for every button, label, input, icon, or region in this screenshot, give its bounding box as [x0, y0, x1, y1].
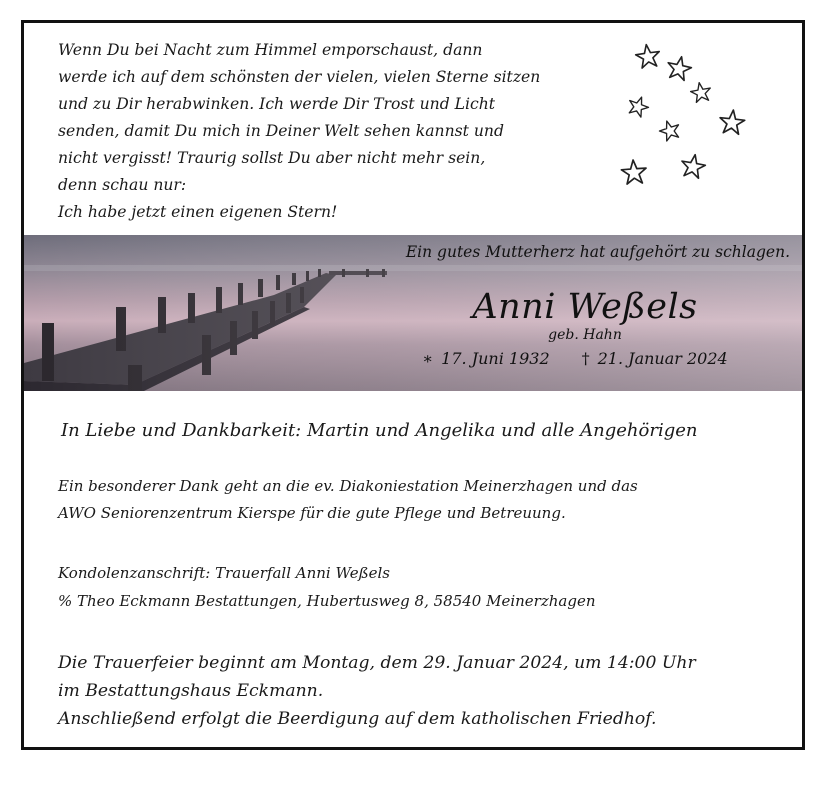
birth-name: geb. Hahn [548, 327, 622, 343]
condolence-address: Kondolenzanschrift: Trauerfall Anni Weßels % Theo Eckmann Bestattungen, Hubertusweg 8, 58540 Meinerzhagen [58, 564, 596, 610]
funeral-details: Die Trauerfeier beginnt am Montag, dem 29. Januar 2024, um 14:00 Uhr im Bestattungshaus Eckmann. Anschließend erfolgt die Beerdigung auf dem katholischen Friedhof. [58, 653, 696, 729]
star-outline-icon [621, 159, 647, 184]
lake-jetty-banner [24, 235, 805, 391]
died-symbol: † [581, 349, 590, 368]
star-outline-icon [657, 118, 682, 142]
star-outline-icon [626, 94, 651, 119]
life-dates [360, 349, 790, 368]
born-date: 17. Juni 1932 [441, 349, 550, 368]
born-symbol: ∗ [422, 349, 434, 368]
star-outline-icon [719, 109, 746, 135]
star-outline-icon [635, 43, 662, 69]
obituary-notice [21, 20, 805, 750]
star-outline-icon [689, 81, 712, 103]
died-date: 21. Januar 2024 [597, 349, 728, 368]
family-thanks: In Liebe und Dankbarkeit: Martin und Angelika und alle Angehörigen [61, 420, 698, 441]
stars-decoration [614, 41, 759, 191]
star-outline-icon [680, 153, 707, 179]
memorial-poem: Wenn Du bei Nacht zum Himmel emporschaust, dann werde ich auf dem schönsten der vielen, vielen Sterne sitzen und zu Dir herabwinken. Ich werde Dir Trost und Licht senden, damit Du mich in Deiner Welt sehen kannst und nicht vergisst! Traurig sollst Du aber nicht mehr sein, denn schau nur: Ich habe jetzt einen eigenen Stern! [58, 41, 541, 221]
star-outline-icon [665, 54, 693, 81]
special-thanks: Ein besonderer Dank geht an die ev. Diakoniestation Meinerzhagen und das AWO Seniorenzentrum Kierspe für die gute Pflege und Betreuung. [58, 477, 638, 522]
motto-line: Ein gutes Mutterherz hat aufgehört zu schlagen. [405, 243, 790, 261]
deceased-name: Anni Weßels [472, 287, 698, 327]
